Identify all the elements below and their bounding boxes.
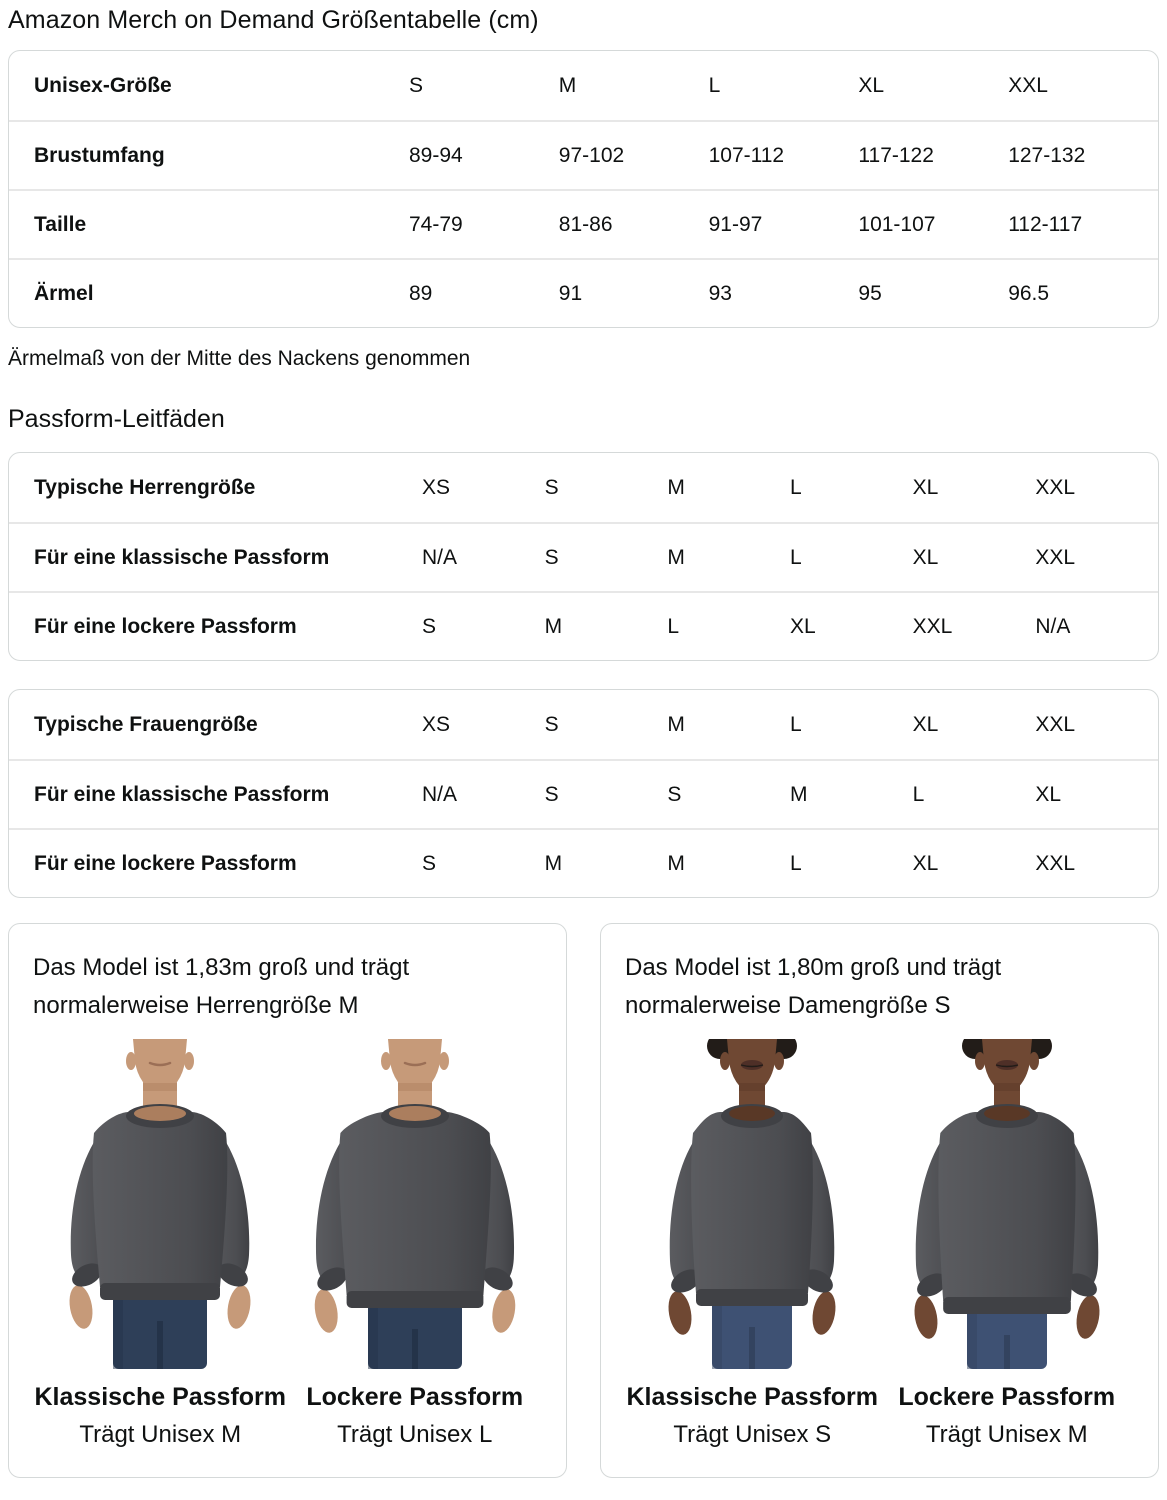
cell: XL xyxy=(789,614,816,638)
table-row xyxy=(9,591,1158,660)
cell: N/A xyxy=(1035,614,1071,638)
cell: S xyxy=(544,475,559,499)
figure-loose xyxy=(288,1039,543,1449)
model-cards xyxy=(8,923,1159,1478)
table-row xyxy=(9,690,1158,759)
row-label: Taille xyxy=(34,212,87,236)
figure-loose xyxy=(880,1039,1135,1449)
row-label: Für eine lockere Passform xyxy=(34,614,297,638)
fit-label: Klassische Passform xyxy=(626,1383,879,1411)
figure-classic xyxy=(33,1039,288,1449)
cell: N/A xyxy=(422,545,458,569)
cell: S xyxy=(544,545,559,569)
row-label: Für eine lockere Passform xyxy=(34,851,297,875)
womens-model-card xyxy=(600,923,1159,1478)
cell: L xyxy=(708,73,721,97)
cell: XXL xyxy=(1035,545,1076,569)
table-row xyxy=(9,120,1158,189)
cell: S xyxy=(409,73,424,97)
size-label: Trägt Unisex L xyxy=(337,1421,493,1448)
table-row xyxy=(9,828,1158,897)
fit-label: Klassische Passform xyxy=(34,1383,287,1411)
cell: M xyxy=(667,851,685,875)
cell: L xyxy=(789,475,802,499)
table-row xyxy=(9,189,1158,258)
figures-row xyxy=(33,1039,542,1449)
cell: XL xyxy=(912,475,939,499)
cell: M xyxy=(667,475,685,499)
cell: XL xyxy=(912,712,939,736)
cell: L xyxy=(912,782,925,806)
cell: XXL xyxy=(1035,851,1076,875)
table-row xyxy=(9,759,1158,828)
model-photo-man-loose xyxy=(290,1039,540,1369)
cell: 91 xyxy=(558,281,583,305)
cell: L xyxy=(789,545,802,569)
cell: 127-132 xyxy=(1008,143,1086,167)
row-label: Für eine klassische Passform xyxy=(34,782,330,806)
model-photo-man-classic xyxy=(35,1039,285,1369)
mens-model-card xyxy=(8,923,567,1478)
fit-guides-heading: Passform-Leitfäden xyxy=(8,405,225,433)
cell: XL xyxy=(912,851,939,875)
fit-label: Lockere Passform xyxy=(898,1383,1116,1411)
unisex-size-table xyxy=(8,50,1159,328)
row-label: Brustumfang xyxy=(34,143,165,167)
cell: M xyxy=(544,614,563,638)
table-row xyxy=(9,453,1158,522)
cell: M xyxy=(667,545,685,569)
cell: XL xyxy=(912,545,939,569)
cell: 97-102 xyxy=(558,143,625,167)
cell: XS xyxy=(422,475,451,499)
cell: 95 xyxy=(858,281,882,305)
row-label: Für eine klassische Passform xyxy=(34,545,330,569)
row-label: Typische Frauengröße xyxy=(34,712,258,736)
model-description: Das Model ist 1,83m groß und trägt normalerweise Herrengröße M xyxy=(33,954,410,1019)
cell: S xyxy=(544,712,559,736)
sleeve-footnote: Ärmelmaß von der Mitte des Nackens genommen xyxy=(8,347,471,370)
cell: XL xyxy=(1035,782,1062,806)
fit-label: Lockere Passform xyxy=(306,1383,524,1411)
cell: 74-79 xyxy=(409,212,463,236)
cell: 89-94 xyxy=(409,143,463,167)
cell: S xyxy=(667,782,682,806)
cell: L xyxy=(667,614,680,638)
cell: 112-117 xyxy=(1008,212,1083,236)
cell: M xyxy=(544,851,563,875)
cell: XXL xyxy=(912,614,953,638)
cell: XS xyxy=(422,712,451,736)
cell: M xyxy=(558,73,577,97)
page-title: Amazon Merch on Demand Größentabelle (cm) xyxy=(8,6,539,34)
size-label: Trägt Unisex M xyxy=(925,1421,1088,1448)
figure-classic xyxy=(625,1039,880,1449)
size-label: Trägt Unisex M xyxy=(79,1421,242,1448)
cell: S xyxy=(422,851,437,875)
size-label: Trägt Unisex S xyxy=(673,1421,832,1448)
cell: XXL xyxy=(1008,73,1048,97)
cell: 93 xyxy=(708,281,732,305)
cell: 101-107 xyxy=(858,212,936,236)
model-photo-woman-classic xyxy=(627,1039,877,1369)
cell: L xyxy=(789,851,802,875)
cell: M xyxy=(789,782,808,806)
cell: 81-86 xyxy=(558,212,613,236)
row-label: Typische Herrengröße xyxy=(34,475,256,499)
mens-fit-table xyxy=(8,452,1159,661)
table-row xyxy=(9,522,1158,591)
cell: N/A xyxy=(422,782,458,806)
row-label: Unisex-Größe xyxy=(34,73,172,97)
figures-row xyxy=(625,1039,1134,1449)
womens-fit-table xyxy=(8,689,1159,898)
cell: 96.5 xyxy=(1008,281,1050,305)
cell: S xyxy=(422,614,437,638)
table-row xyxy=(9,258,1158,327)
model-description: Das Model ist 1,80m groß und trägt normalerweise Damengröße S xyxy=(625,954,1002,1019)
row-label: Ärmel xyxy=(34,281,94,305)
cell: S xyxy=(544,782,559,806)
cell: 107-112 xyxy=(708,143,785,167)
table-row xyxy=(9,51,1158,120)
cell: M xyxy=(667,712,685,736)
cell: XL xyxy=(858,73,885,97)
cell: XXL xyxy=(1035,712,1076,736)
model-photo-woman-loose xyxy=(882,1039,1132,1369)
cell: XXL xyxy=(1035,475,1076,499)
cell: 89 xyxy=(409,281,433,305)
cell: 117-122 xyxy=(858,143,934,167)
cell: 91-97 xyxy=(708,212,763,236)
cell: L xyxy=(789,712,802,736)
